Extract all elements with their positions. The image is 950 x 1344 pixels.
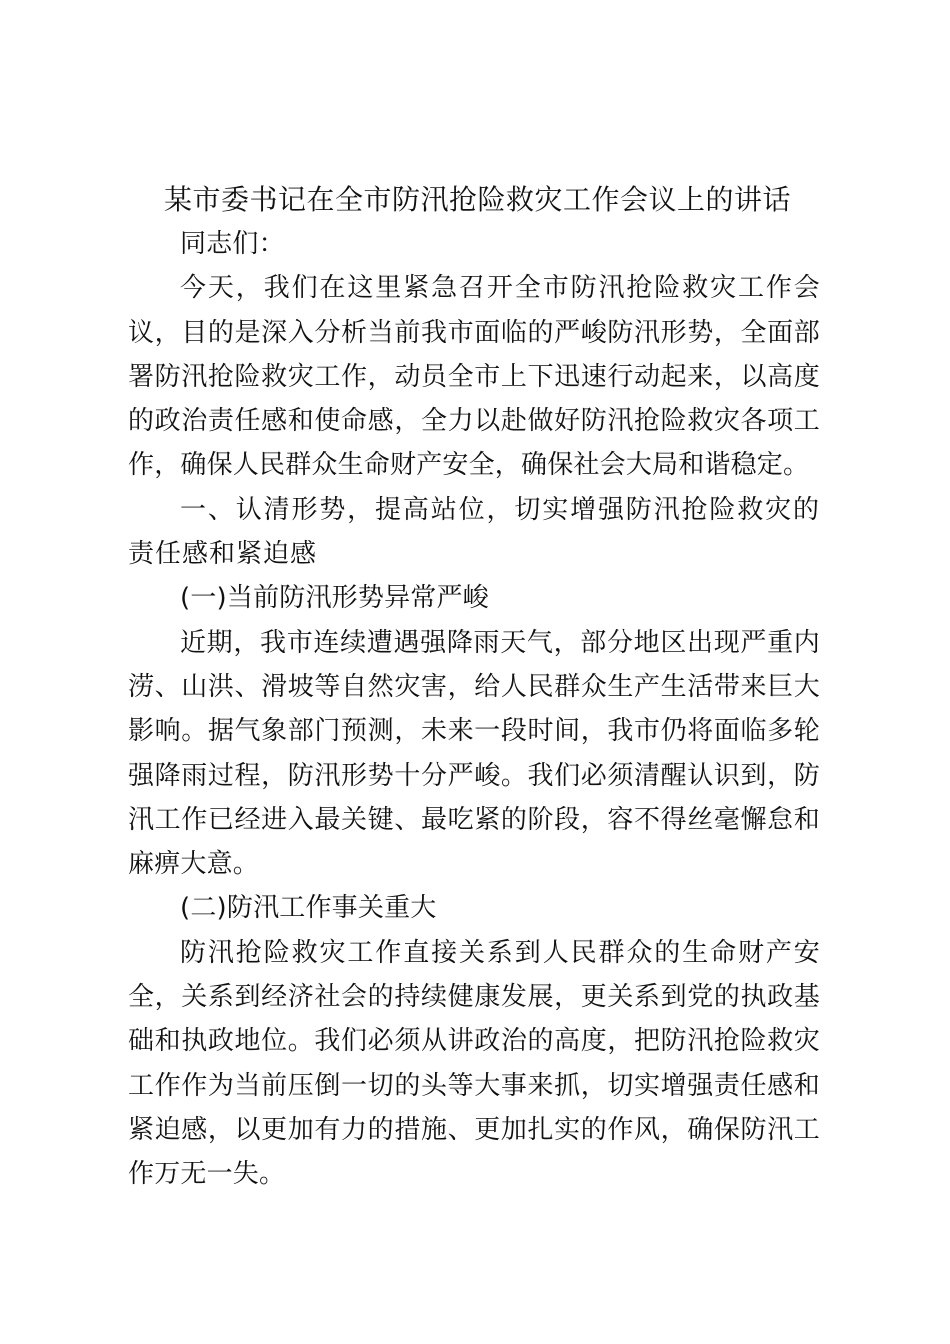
subsection-heading-1: (一)当前防汛形势异常严峻 <box>180 583 489 614</box>
document-title: 某市委书记在全市防汛抢险救灾工作会议上的讲话 <box>164 183 792 216</box>
intro-paragraph: 今天，我们在这里紧急召开全市防汛抢险救灾工作会议，目的是深入分析当前我市面临的严峻防汛形势，全面部署防汛抢险救灾工作，动员全市上下迅速行动起来，以高度的政治责任感和使命感，全力以赴做好防汛抢险救灾各项工作，确保人民群众生命财产安全，确保社会大局和谐稳定。 <box>128 273 820 481</box>
subsection-body-2: 防汛抢险救灾工作直接关系到人民群众的生命财产安全，关系到经济社会的持续健康发展，更关系到党的执政基础和执政地位。我们必须从讲政治的高度，把防汛抢险救灾工作作为当前压倒一切的头等大事来抓，切实增强责任感和紧迫感，以更加有力的措施、更加扎实的作风，确保防汛工作万无一失。 <box>128 937 820 1190</box>
document-page <box>128 178 820 1197</box>
subsection-body-1: 近期，我市连续遭遇强降雨天气，部分地区出现严重内涝、山洪、滑坡等自然灾害，给人民群众生产生活带来巨大影响。据气象部门预测，未来一段时间，我市仍将面临多轮强降雨过程，防汛形势十分严峻。我们必须清醒认识到，防汛工作已经进入最关键、最吃紧的阶段，容不得丝毫懈怠和麻痹大意。 <box>128 627 820 880</box>
salutation: 同志们： <box>180 229 285 259</box>
subsection-heading-2: (二)防汛工作事关重大 <box>180 893 437 924</box>
section-heading-1: 一、认清形势，提高站位，切实增强防汛抢险救灾的责任感和紧迫感 <box>128 494 820 570</box>
